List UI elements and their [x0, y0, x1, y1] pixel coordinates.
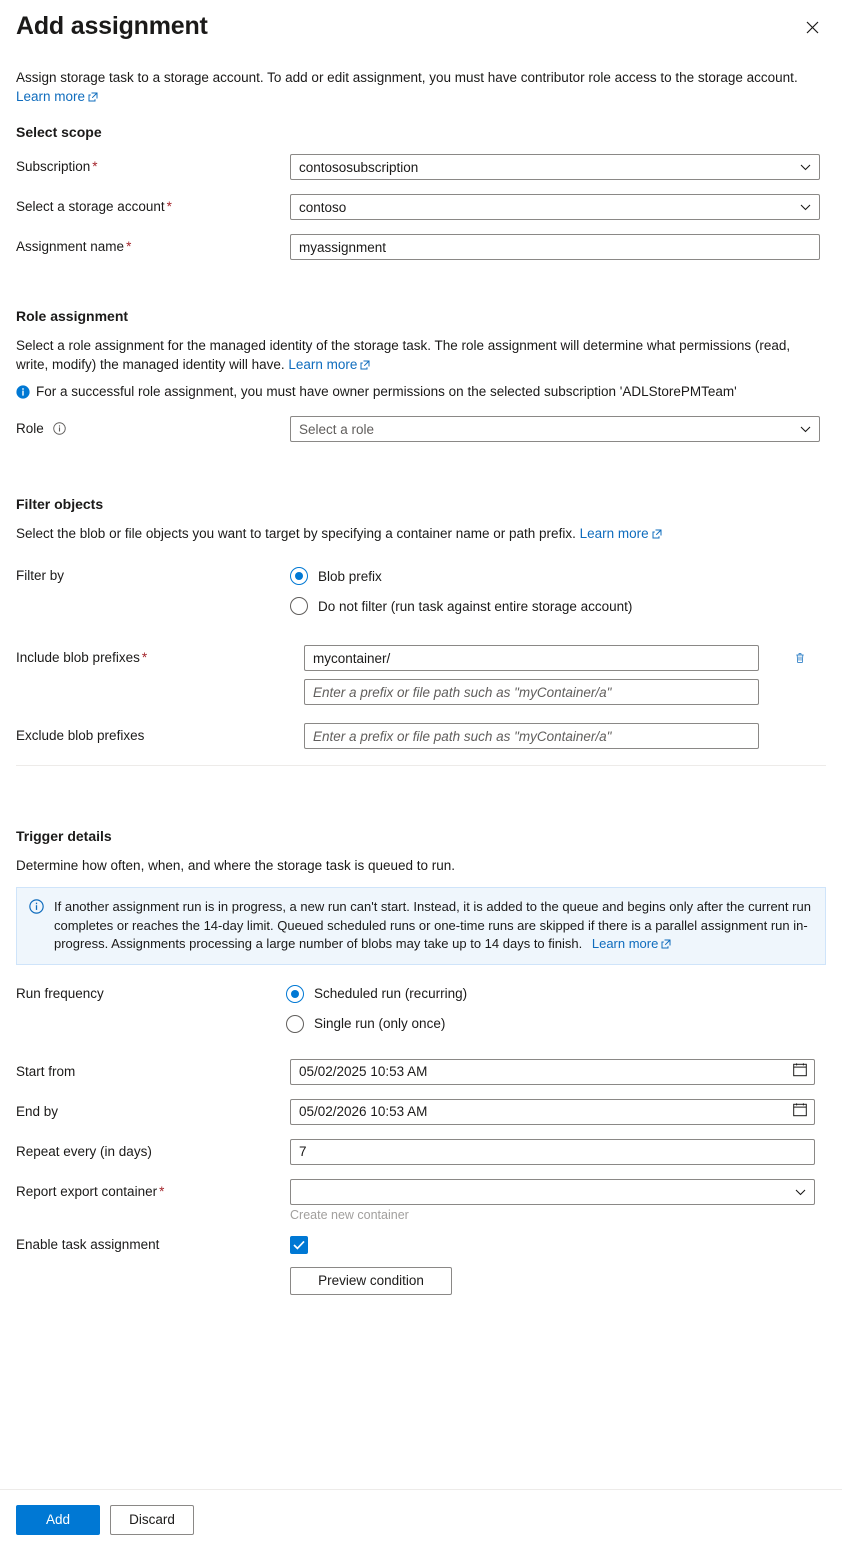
page-title: Add assignment — [16, 12, 208, 40]
filter-learn-more-link[interactable]: Learn more — [579, 526, 649, 541]
row-assignment-name — [16, 234, 826, 260]
trigger-info-banner — [16, 887, 826, 965]
end-by-input[interactable] — [290, 1099, 815, 1125]
assignment-name-label-text: Assignment name — [16, 239, 125, 254]
banner-text-wrap — [54, 898, 813, 954]
external-link-icon — [88, 88, 98, 98]
subscription-label-text: Subscription — [16, 159, 91, 174]
row-start-from — [16, 1059, 826, 1085]
required-marker: * — [126, 239, 132, 254]
intro-learn-more-link[interactable]: Learn more — [16, 89, 86, 104]
role-info-line — [16, 384, 826, 402]
radio-scheduled-run[interactable] — [286, 985, 467, 1003]
section-role-assignment-title: Role assignment — [16, 308, 129, 324]
info-icon — [16, 385, 30, 402]
required-marker: * — [92, 159, 98, 174]
radio-indicator — [286, 985, 304, 1003]
assignment-name-field — [290, 234, 820, 260]
filter-objects-description-block — [16, 524, 816, 543]
row-include-prefixes-empty — [16, 679, 826, 705]
include-prefix-field-2 — [304, 679, 759, 705]
radio-indicator — [290, 597, 308, 615]
dialog-header — [0, 0, 842, 42]
section-select-scope-title: Select scope — [16, 124, 102, 140]
row-include-prefixes — [16, 645, 826, 671]
create-new-container-text[interactable]: Create new container — [290, 1207, 409, 1222]
role-assignment-description-block — [16, 336, 816, 374]
subscription-select[interactable] — [290, 154, 820, 180]
required-marker: * — [159, 1183, 165, 1199]
start-from-field — [290, 1059, 815, 1085]
radio-single-run-label: Single run (only once) — [314, 1016, 446, 1031]
row-role — [16, 416, 826, 442]
intro-text — [16, 68, 806, 106]
exclude-prefixes-label: Exclude blob prefixes — [16, 728, 145, 743]
row-enable-task-assignment — [16, 1236, 826, 1255]
start-from-label: Start from — [16, 1063, 76, 1079]
section-filter-objects-title: Filter objects — [16, 496, 104, 512]
exclude-prefix-field — [304, 723, 759, 749]
repeat-every-input[interactable] — [290, 1139, 815, 1165]
row-report-export-container — [16, 1179, 826, 1205]
run-frequency-label: Run frequency — [16, 985, 104, 1001]
row-exclude-prefixes — [16, 723, 826, 749]
radio-indicator — [290, 567, 308, 585]
row-end-by — [16, 1099, 826, 1125]
role-learn-more-link[interactable]: Learn more — [288, 357, 358, 372]
assignment-name-input[interactable] — [290, 234, 820, 260]
radio-scheduled-run-label: Scheduled run (recurring) — [314, 986, 468, 1001]
close-icon[interactable] — [798, 13, 826, 41]
report-export-container-label-text: Report export container — [16, 1183, 158, 1199]
report-export-container-select[interactable] — [290, 1179, 815, 1205]
include-prefix-field — [304, 645, 759, 671]
filter-objects-description: Select the blob or file objects you want to target by specifying a container name or path prefix. — [16, 526, 576, 541]
end-by-label: End by — [16, 1103, 59, 1119]
radio-indicator — [286, 1015, 304, 1033]
assignment-name-label — [16, 238, 290, 256]
external-link-icon — [652, 525, 662, 535]
start-from-input[interactable] — [290, 1059, 815, 1085]
dialog-footer — [0, 1489, 842, 1549]
include-prefixes-label-text: Include blob prefixes — [16, 650, 140, 665]
add-button[interactable]: Add — [16, 1505, 100, 1535]
external-link-icon — [661, 936, 671, 946]
required-marker: * — [141, 650, 148, 665]
repeat-every-label: Repeat every (in days) — [16, 1143, 152, 1159]
banner-learn-more-link[interactable]: Learn more — [591, 936, 659, 951]
calendar-icon[interactable] — [793, 1102, 807, 1121]
role-assignment-description: Select a role assignment for the managed identity of the storage task. The role assignment will determine what permissions (read, write, modify) the managed identity will have. — [16, 338, 791, 372]
role-field — [290, 416, 820, 442]
external-link-icon — [360, 356, 370, 366]
discard-button[interactable]: Discard — [110, 1505, 194, 1535]
row-run-frequency — [16, 985, 826, 1045]
include-prefix-input-2[interactable] — [304, 679, 759, 705]
required-marker: * — [166, 199, 172, 214]
filter-by-radio-group — [290, 567, 632, 627]
enable-task-assignment-field — [290, 1236, 820, 1255]
storage-account-label-text: Select a storage account — [16, 199, 165, 214]
storage-account-label — [16, 198, 290, 216]
report-export-container-label — [16, 1183, 290, 1201]
radio-do-not-filter-label: Do not filter (run task against entire storage account) — [318, 598, 633, 614]
preview-condition-button[interactable]: Preview condition — [290, 1267, 452, 1295]
filter-by-label: Filter by — [16, 568, 65, 583]
role-label-text: Role — [16, 421, 44, 436]
row-filter-by — [16, 567, 826, 627]
banner-text: If another assignment run is in progress, a new run can't start. Instead, it is added to the queue and begins only after the current run completes or reaches the 14-day limit. Queued scheduled runs or one-time runs are skipped if there is a parallel assignment run in-progress. Assignments processing a large number of blobs may take up to 14 days to finish. — [54, 899, 811, 951]
calendar-icon[interactable] — [793, 1062, 807, 1081]
role-select[interactable] — [290, 416, 820, 442]
row-repeat-every — [16, 1139, 826, 1165]
radio-do-not-filter[interactable] — [290, 597, 632, 615]
trigger-details-description: Determine how often, when, and where the storage task is queued to run. — [16, 858, 456, 873]
exclude-prefix-input[interactable] — [304, 723, 759, 749]
subscription-field — [290, 154, 820, 180]
role-info-text: For a successful role assignment, you must have owner permissions on the selected subscription 'ADLStorePMTeam' — [36, 384, 737, 399]
section-trigger-details-title: Trigger details — [16, 828, 112, 844]
radio-single-run[interactable] — [286, 1015, 467, 1033]
enable-task-assignment-label: Enable task assignment — [16, 1237, 160, 1252]
repeat-every-field — [290, 1139, 815, 1165]
subscription-label — [16, 158, 290, 176]
run-frequency-radio-group — [286, 985, 467, 1045]
role-label — [16, 420, 290, 438]
storage-account-select[interactable] — [290, 194, 820, 220]
include-prefixes-label — [16, 649, 290, 667]
trash-icon[interactable] — [789, 647, 811, 669]
storage-account-field — [290, 194, 820, 220]
enable-task-assignment-checkbox[interactable] — [290, 1236, 308, 1254]
row-storage-account — [16, 194, 826, 220]
radio-blob-prefix[interactable] — [290, 567, 632, 585]
include-prefix-input-1[interactable] — [304, 645, 759, 671]
end-by-field — [290, 1099, 815, 1125]
row-subscription — [16, 154, 826, 180]
role-info-tooltip-icon[interactable] — [53, 423, 66, 438]
info-icon — [29, 899, 44, 920]
report-export-container-field — [290, 1179, 815, 1205]
radio-blob-prefix-label: Blob prefix — [318, 568, 382, 584]
intro-description: Assign storage task to a storage account. To add or edit assignment, you must have contributor role access to the storage account. — [16, 70, 798, 85]
